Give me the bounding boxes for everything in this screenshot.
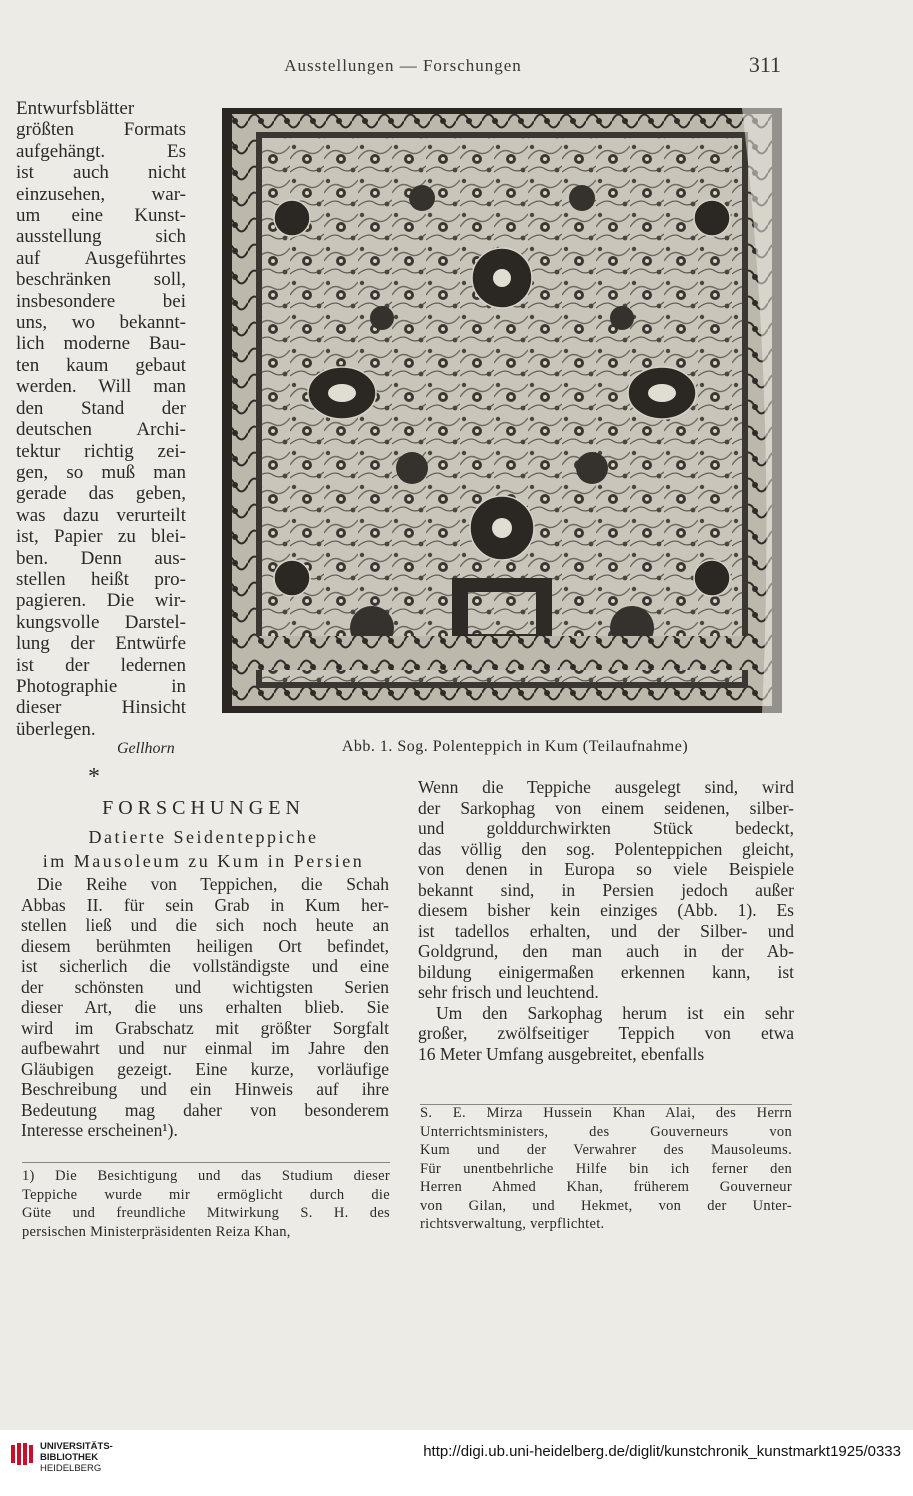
text-line: sehr frisch und leuchtend. (418, 982, 599, 1002)
left-body-text (21, 874, 389, 1141)
text-line: Interesse erscheinen¹). (21, 1120, 178, 1140)
figure-caption: Abb. 1. Sog. Polenteppich in Kum (Teilaufnahme) (341, 738, 689, 755)
text-line: ist auch nicht (16, 162, 186, 184)
text-line: ist tadellos erhalten, und der Silber- und (418, 920, 794, 941)
text-line: was dazu verurteilt (16, 504, 186, 526)
text-line: auf Ausgeführtes (16, 247, 186, 269)
text-line: 16 Meter Umfang ausgebreitet, ebenfalls (418, 1043, 705, 1064)
narrow-column-text (16, 98, 186, 740)
text-line: insbesondere bei (16, 290, 186, 312)
article-subheading (16, 825, 391, 873)
footnote-left (22, 1167, 390, 1241)
university-library-logo-icon (10, 1442, 34, 1466)
text-line: aufgehängt. Es (16, 140, 186, 162)
footnote-line: von Gilan, und Hekmet, von der Unter- (420, 1197, 792, 1214)
text-line: dieser Hinsicht (16, 697, 186, 719)
text-line: gerade das geben, (16, 483, 186, 505)
footer-bar (0, 1430, 913, 1496)
text-line: diesem berühmten heiligen Ort befindet, (21, 935, 389, 956)
text-line: dieser Art, die uns erhalten blieb. Sie (21, 997, 389, 1017)
source-url-link[interactable]: http://digi.ub.uni-heidelberg.de/diglit/kunstchronik_kunstmarkt1925/0333 (423, 1443, 901, 1460)
text-line: ist der ledernen (16, 654, 186, 676)
text-line: wird im Grabschatz mit größter Sorgfalt (21, 1017, 389, 1038)
text-line: ten kaum gebaut (16, 354, 186, 376)
text-line: stellen heißt pro- (16, 568, 186, 590)
text-line: einzusehen, war- (16, 183, 186, 205)
text-line: Beschreibung und ein Hinweis auf ihre (21, 1079, 389, 1099)
library-name-line: BIBLIOTHEK (40, 1452, 99, 1463)
section-separator: * (88, 764, 100, 790)
footnote-line: Für unentbehrliche Hilfe bin ich ferner den (420, 1160, 792, 1177)
text-line: um eine Kunst- (16, 205, 186, 227)
footnote-line: Teppiche wurde mir ermöglicht durch die (22, 1186, 390, 1203)
page-number: 311 (748, 52, 781, 77)
text-line: uns, wo bekannt- (16, 312, 186, 334)
text-line: größten Formats (16, 119, 186, 141)
text-line: großer, zwölfseitiger Teppich von etwa (418, 1023, 794, 1043)
text-line: Entwurfsblätter (16, 98, 135, 119)
text-line: ist, Papier zu blei- (16, 526, 186, 548)
footnote-rule-left (22, 1162, 390, 1163)
footnote-line: Unterrichtsministers, des Gouverneurs von (420, 1123, 792, 1140)
footnote-line: richtsverwaltung, verpflichtet. (420, 1216, 605, 1232)
text-line: Abbas II. für sein Grab in Kum her- (21, 894, 389, 915)
footnote-right (420, 1104, 792, 1234)
text-line: pagieren. Die wir- (16, 590, 186, 612)
text-line: Goldgrund, den man auch in der Ab- (418, 941, 794, 961)
polenteppich-image (222, 108, 782, 713)
footnote-line: persischen Ministerpräsidenten Reiza Khan, (22, 1223, 291, 1240)
section-heading: FORSCHUNGEN (102, 797, 305, 819)
carpet-photograph (222, 108, 782, 713)
text-line: deutschen Archi- (16, 419, 186, 441)
subheading-line: Datierte Seidenteppiche (88, 827, 319, 847)
text-line: ausstellung sich (16, 226, 186, 248)
footnote-line: Güte und freundliche Mitwirkung S. H. des (22, 1205, 390, 1221)
text-line: ist sicherlich die vollständigste und eine (21, 956, 389, 976)
text-line: tektur richtig zei- (16, 440, 186, 462)
footnote-line: S. E. Mirza Hussein Khan Alai, des Herrn (420, 1105, 792, 1121)
text-line: aufbewahrt und nur einmal im Jahre den (21, 1038, 389, 1058)
text-line: werden. Will man (16, 376, 186, 398)
footnote-line: Kum und der Verwahrer des Mausoleums. (420, 1142, 792, 1158)
text-line: überlegen. (16, 718, 96, 740)
text-line: den Stand der (16, 397, 186, 419)
text-line: Wenn die Teppiche ausgelegt sind, wird (418, 777, 794, 797)
text-line: diesem bisher kein einziges (Abb. 1). Es (418, 900, 794, 920)
text-line: Gläubigen gezeigt. Eine kurze, vorläufige (21, 1058, 389, 1079)
text-line: von denen in Europa so viele Beispiele (418, 859, 794, 879)
library-name-line: UNIVERSITÄTS- (40, 1441, 113, 1452)
text-line: ben. Denn aus- (16, 547, 186, 569)
library-name (40, 1441, 113, 1474)
text-line: kungsvolle Darstel- (16, 611, 186, 633)
text-line: der schönsten und wichtigsten Serien (21, 976, 389, 997)
text-line: beschränken soll, (16, 269, 186, 291)
text-line: lich moderne Bau- (16, 333, 186, 355)
right-body-text (418, 777, 794, 1064)
text-line: Um den Sarkophag herum ist ein sehr (436, 1002, 794, 1023)
text-line: gen, so muß man (16, 461, 186, 483)
text-line: lung der Entwürfe (16, 633, 186, 655)
text-line: bekannt sind, in Persien jedoch außer (418, 879, 794, 900)
library-name-line: HEIDELBERG (40, 1463, 102, 1474)
text-line: Bedeutung mag daher von besonderem (21, 1099, 389, 1120)
running-head: Ausstellungen — Forschungen (284, 56, 522, 75)
text-line: stellen ließ und die sich noch heute an (21, 915, 389, 935)
author-signature: Gellhorn (117, 740, 175, 757)
text-line: das völlig den sog. Polenteppichen gleicht, (418, 838, 794, 859)
footnote-line: Herren Ahmed Khan, früherem Gouverneur (420, 1179, 792, 1195)
text-line: Photographie in (16, 675, 186, 697)
text-line: Die Reihe von Teppichen, die Schah (37, 874, 389, 894)
subheading-line: im Mausoleum zu Kum in Persien (42, 851, 365, 871)
text-line: bildung einigermaßen erkennen kann, ist (418, 961, 794, 982)
footnote-line: 1) Die Besichtigung und das Studium dieser (22, 1168, 390, 1184)
text-line: und golddurchwirkten Stück bedeckt, (418, 818, 794, 838)
text-line: der Sarkophag von einem seidenen, silber- (418, 797, 794, 818)
